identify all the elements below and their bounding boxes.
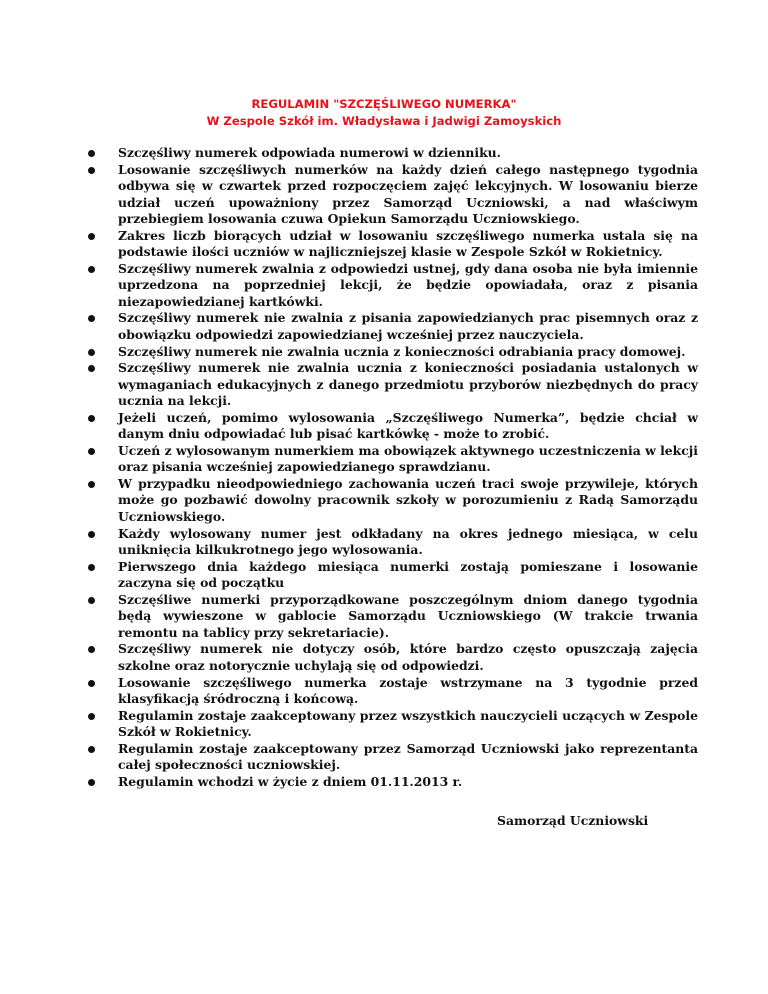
bullet-icon (88, 167, 95, 174)
rule-text: Losowanie szczęśliwego numerka zostaje wstrzymane na 3 tygodnie przed klasyfikacją śródroczną i końcową. (118, 674, 698, 707)
rule-item (88, 526, 698, 559)
rule-item (88, 310, 698, 343)
rule-item (88, 344, 698, 361)
rule-item (88, 410, 698, 443)
rule-item (88, 559, 698, 592)
bullet-icon (88, 779, 95, 786)
bullet-icon (88, 680, 95, 687)
rule-text: Szczęśliwy numerek nie zwalnia ucznia z konieczności posiadania ustalonych w wymaganiach edukacyjnych z danego przedmiotu przyborów niezbędnych do pracy ucznia na lekcji. (118, 360, 698, 409)
rule-item (88, 261, 698, 311)
signature: Samorząd Uczniowski (497, 813, 649, 828)
rule-text: Szczęśliwy numerek nie zwalnia ucznia z konieczności odrabiania pracy domowej. (118, 343, 686, 359)
document-title: REGULAMIN "SZCZĘŚLIWEGO NUMERKA" (251, 97, 517, 111)
rule-item (88, 443, 698, 476)
rule-text: Szczęśliwy numerek nie dotyczy osób, które bardzo często opuszczają zajęcia szkolne oraz notorycznie uchylają się od odpowiedzi. (118, 641, 698, 673)
bullet-icon (88, 713, 95, 720)
rule-text: Szczęśliwy numerek odpowiada numerowi w dzienniku. (118, 145, 501, 160)
rule-item (88, 592, 698, 642)
bullet-icon (88, 746, 95, 753)
bullet-icon (88, 597, 95, 604)
rule-text: Pierwszego dnia każdego miesiąca numerki zostają pomieszane i losowanie zaczyna się od początku (118, 558, 698, 591)
rule-text: Zakres liczb biorących udział w losowaniu szczęśliwego numerka ustala się na podstawie ilości uczniów w najliczniejszej klasie w Zespole Szkół w Rokietnicy. (118, 227, 698, 260)
bullet-icon (88, 365, 95, 372)
rule-item (88, 708, 698, 741)
rule-text: Regulamin zostaje zaakceptowany przez wszystkich nauczycieli uczących w Zespole Szkół w Rokietnicy. (118, 707, 698, 740)
bullet-icon (88, 315, 95, 322)
bullet-icon (88, 448, 95, 455)
rule-item (88, 476, 698, 526)
rule-text: Regulamin zostaje zaakceptowany przez Samorząd Uczniowski jako reprezentanta całej społeczności uczniowskiej. (118, 740, 698, 773)
bullet-icon (88, 646, 95, 653)
document-header (0, 96, 768, 130)
rule-item (88, 774, 698, 791)
rules-list (88, 145, 698, 790)
bullet-icon (88, 266, 95, 273)
rule-text: Regulamin wchodzi w życie z dniem 01.11.2013 r. (118, 773, 463, 789)
document-subtitle: W Zespole Szkół im. Władysława i Jadwigi Zamoyskich (206, 114, 562, 128)
bullet-icon (88, 233, 95, 240)
rule-item (88, 641, 698, 674)
rule-text: Losowanie szczęśliwych numerków na każdy dzień całego następnego tygodnia odbywa się w czwartek przed rozpoczęciem zajęć lekcyjnych. W losowaniu bierze udział uczeń upoważniony przez Samorząd Uczniowski, a nad właściwym przebiegiem losowania czuwa Opiekun Samorządu Uczniowskiego. (118, 161, 698, 227)
rule-text: Szczęśliwy numerek nie zwalnia z pisania zapowiedzianych prac pisemnych oraz z obowiązku odpowiedzi zapowiedzianej wcześniej przez nauczyciela. (118, 310, 698, 343)
rule-item (88, 675, 698, 708)
rule-text: Szczęśliwy numerek zwalnia z odpowiedzi ustnej, gdy dana osoba nie była imiennie uprzedzona na poprzedniej lekcji, że będzie opowiadała, oraz z pisania niezapowiedzianej kartkówki. (118, 260, 698, 309)
rule-text: Szczęśliwe numerki przyporządkowane poszczególnym dniom danego tygodnia będą wywieszone w gablocie Samorządu Uczniowskiego (W trakcie trwania remontu na tablicy przy sekretariacie). (118, 591, 698, 640)
rule-item (88, 741, 698, 774)
bullet-icon (88, 564, 95, 571)
rule-text: Każdy wylosowany numer jest odkładany na okres jednego miesiąca, w celu uniknięcia kilkukrotnego jego wylosowania. (118, 525, 698, 558)
rule-item (88, 228, 698, 261)
rule-text: Uczeń z wylosowanym numerkiem ma obowiązek aktywnego uczestniczenia w lekcji oraz pisania wcześniej zapowiedzianego sprawdzianu. (118, 442, 698, 475)
bullet-icon (88, 150, 95, 157)
rule-text: W przypadku nieodpowiedniego zachowania uczeń traci swoje przywileje, których może go pozbawić dowolny pracownik szkoły w porozumieniu z Radą Samorządu Uczniowskiego. (118, 475, 698, 525)
bullet-icon (88, 415, 95, 422)
bullet-icon (88, 531, 95, 538)
rule-item (88, 360, 698, 410)
rule-item (88, 145, 698, 162)
bullet-icon (88, 349, 95, 356)
bullet-icon (88, 481, 95, 488)
rule-text: Jeżeli uczeń, pomimo wylosowania „Szczęśliwego Numerka”, będzie chciał w danym dniu odpowiadać lub pisać kartkówkę - może to zrobić. (118, 409, 698, 442)
rule-item (88, 162, 698, 228)
